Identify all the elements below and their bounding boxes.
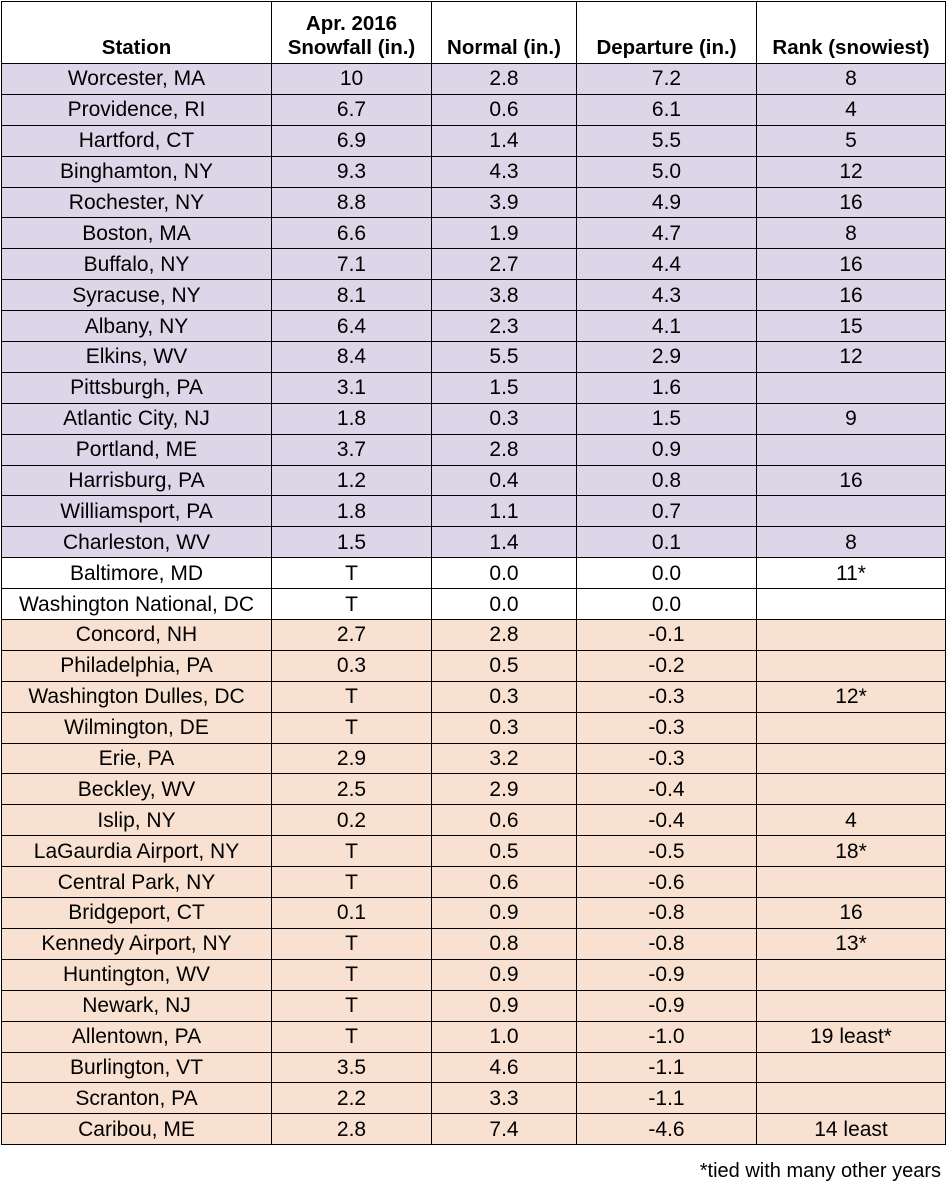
table-row xyxy=(2,187,946,218)
cell-snowfall: 6.4 xyxy=(272,311,432,342)
cell-snowfall: 3.5 xyxy=(272,1052,432,1083)
cell-snowfall: T xyxy=(272,990,432,1021)
cell-station: Hartford, CT xyxy=(2,125,272,156)
cell-rank xyxy=(757,867,946,898)
header-rank: Rank (snowiest) xyxy=(757,2,946,64)
cell-normal: 1.1 xyxy=(432,496,577,527)
cell-station: Providence, RI xyxy=(2,94,272,125)
cell-station: LaGaurdia Airport, NY xyxy=(2,836,272,867)
cell-snowfall: 1.2 xyxy=(272,465,432,496)
cell-rank xyxy=(757,372,946,403)
cell-station: Allentown, PA xyxy=(2,1021,272,1052)
cell-snowfall: 3.7 xyxy=(272,434,432,465)
cell-station: Bridgeport, CT xyxy=(2,898,272,929)
cell-departure: 5.0 xyxy=(577,156,757,187)
cell-station: Boston, MA xyxy=(2,218,272,249)
cell-snowfall: 8.4 xyxy=(272,342,432,373)
cell-departure: -0.1 xyxy=(577,620,757,651)
cell-rank: 14 least xyxy=(757,1114,946,1145)
cell-rank: 12* xyxy=(757,681,946,712)
table-row xyxy=(2,125,946,156)
cell-snowfall: T xyxy=(272,836,432,867)
cell-departure: 1.5 xyxy=(577,403,757,434)
cell-rank: 18* xyxy=(757,836,946,867)
cell-rank: 8 xyxy=(757,64,946,95)
cell-departure: -0.9 xyxy=(577,959,757,990)
table-row xyxy=(2,589,946,620)
cell-rank: 8 xyxy=(757,218,946,249)
cell-snowfall: 10 xyxy=(272,64,432,95)
cell-departure: 5.5 xyxy=(577,125,757,156)
cell-rank: 12 xyxy=(757,156,946,187)
cell-normal: 2.8 xyxy=(432,434,577,465)
cell-rank: 16 xyxy=(757,465,946,496)
cell-station: Washington Dulles, DC xyxy=(2,681,272,712)
cell-normal: 1.4 xyxy=(432,527,577,558)
table-row xyxy=(2,990,946,1021)
table-row xyxy=(2,1114,946,1145)
cell-snowfall: T xyxy=(272,589,432,620)
cell-normal: 2.8 xyxy=(432,620,577,651)
cell-station: Beckley, WV xyxy=(2,774,272,805)
cell-station: Wilmington, DE xyxy=(2,712,272,743)
cell-snowfall: 0.1 xyxy=(272,898,432,929)
cell-departure: 7.2 xyxy=(577,64,757,95)
table-row xyxy=(2,465,946,496)
cell-station: Syracuse, NY xyxy=(2,280,272,311)
table-row xyxy=(2,681,946,712)
cell-departure: 0.9 xyxy=(577,434,757,465)
table-row xyxy=(2,712,946,743)
cell-departure: 0.8 xyxy=(577,465,757,496)
cell-normal: 0.3 xyxy=(432,403,577,434)
cell-normal: 0.9 xyxy=(432,959,577,990)
table-row xyxy=(2,743,946,774)
table-row xyxy=(2,403,946,434)
cell-station: Portland, ME xyxy=(2,434,272,465)
cell-departure: 4.9 xyxy=(577,187,757,218)
cell-rank xyxy=(757,990,946,1021)
cell-station: Albany, NY xyxy=(2,311,272,342)
cell-station: Concord, NH xyxy=(2,620,272,651)
cell-normal: 0.5 xyxy=(432,836,577,867)
cell-snowfall: 0.3 xyxy=(272,650,432,681)
cell-normal: 2.7 xyxy=(432,249,577,280)
cell-rank: 15 xyxy=(757,311,946,342)
cell-normal: 0.6 xyxy=(432,94,577,125)
cell-normal: 3.3 xyxy=(432,1083,577,1114)
cell-station: Charleston, WV xyxy=(2,527,272,558)
cell-departure: 0.0 xyxy=(577,589,757,620)
cell-normal: 4.6 xyxy=(432,1052,577,1083)
cell-rank: 4 xyxy=(757,94,946,125)
cell-station: Atlantic City, NJ xyxy=(2,403,272,434)
table-row xyxy=(2,620,946,651)
cell-normal: 3.2 xyxy=(432,743,577,774)
table-row xyxy=(2,156,946,187)
cell-station: Washington National, DC xyxy=(2,589,272,620)
cell-rank xyxy=(757,589,946,620)
table-row xyxy=(2,218,946,249)
table-row xyxy=(2,527,946,558)
cell-normal: 2.8 xyxy=(432,64,577,95)
header-snowfall-line1: Apr. 2016 xyxy=(305,12,398,35)
cell-departure: 4.4 xyxy=(577,249,757,280)
cell-rank: 16 xyxy=(757,249,946,280)
cell-station: Newark, NJ xyxy=(2,990,272,1021)
cell-station: Huntington, WV xyxy=(2,959,272,990)
cell-station: Islip, NY xyxy=(2,805,272,836)
table-row xyxy=(2,311,946,342)
cell-snowfall: 2.7 xyxy=(272,620,432,651)
header-snowfall-line2: Snowfall (in.) xyxy=(287,36,416,59)
cell-departure: -0.2 xyxy=(577,650,757,681)
cell-normal: 0.3 xyxy=(432,712,577,743)
cell-snowfall: 7.1 xyxy=(272,249,432,280)
cell-rank: 9 xyxy=(757,403,946,434)
cell-rank: 8 xyxy=(757,527,946,558)
cell-departure: -0.5 xyxy=(577,836,757,867)
cell-normal: 0.6 xyxy=(432,805,577,836)
cell-station: Elkins, WV xyxy=(2,342,272,373)
cell-departure: 4.7 xyxy=(577,218,757,249)
cell-normal: 2.9 xyxy=(432,774,577,805)
table-row xyxy=(2,867,946,898)
cell-rank xyxy=(757,496,946,527)
cell-departure: 4.3 xyxy=(577,280,757,311)
cell-normal: 0.9 xyxy=(432,990,577,1021)
header-station: Station xyxy=(2,2,272,64)
cell-snowfall: T xyxy=(272,558,432,589)
table-body xyxy=(2,64,946,1145)
cell-departure: 4.1 xyxy=(577,311,757,342)
header-departure: Departure (in.) xyxy=(577,2,757,64)
cell-station: Kennedy Airport, NY xyxy=(2,928,272,959)
cell-rank: 19 least* xyxy=(757,1021,946,1052)
cell-departure: 0.0 xyxy=(577,558,757,589)
cell-snowfall: 8.8 xyxy=(272,187,432,218)
cell-snowfall: 3.1 xyxy=(272,372,432,403)
cell-station: Scranton, PA xyxy=(2,1083,272,1114)
cell-snowfall: 6.6 xyxy=(272,218,432,249)
cell-departure: -0.3 xyxy=(577,681,757,712)
cell-rank xyxy=(757,620,946,651)
cell-snowfall: 2.5 xyxy=(272,774,432,805)
cell-rank xyxy=(757,712,946,743)
table-row xyxy=(2,342,946,373)
cell-rank xyxy=(757,650,946,681)
cell-station: Central Park, NY xyxy=(2,867,272,898)
cell-snowfall: T xyxy=(272,712,432,743)
table-row xyxy=(2,928,946,959)
cell-snowfall: 6.7 xyxy=(272,94,432,125)
snowfall-table xyxy=(1,1,946,1145)
table-row xyxy=(2,1083,946,1114)
cell-normal: 0.0 xyxy=(432,589,577,620)
cell-snowfall: T xyxy=(272,928,432,959)
cell-rank: 16 xyxy=(757,187,946,218)
table-row xyxy=(2,280,946,311)
cell-rank xyxy=(757,743,946,774)
cell-station: Harrisburg, PA xyxy=(2,465,272,496)
cell-departure: -1.0 xyxy=(577,1021,757,1052)
cell-snowfall: 2.9 xyxy=(272,743,432,774)
cell-snowfall: 1.8 xyxy=(272,403,432,434)
header-normal: Normal (in.) xyxy=(432,2,577,64)
cell-normal: 0.5 xyxy=(432,650,577,681)
table-row xyxy=(2,434,946,465)
cell-station: Pittsburgh, PA xyxy=(2,372,272,403)
cell-station: Rochester, NY xyxy=(2,187,272,218)
cell-departure: 2.9 xyxy=(577,342,757,373)
table-row xyxy=(2,898,946,929)
cell-departure: -0.8 xyxy=(577,898,757,929)
table-header xyxy=(2,2,946,64)
cell-rank: 5 xyxy=(757,125,946,156)
cell-snowfall: T xyxy=(272,681,432,712)
cell-snowfall: 0.2 xyxy=(272,805,432,836)
cell-departure: -0.3 xyxy=(577,743,757,774)
cell-departure: -1.1 xyxy=(577,1052,757,1083)
cell-normal: 1.4 xyxy=(432,125,577,156)
cell-departure: -0.4 xyxy=(577,774,757,805)
cell-snowfall: 1.8 xyxy=(272,496,432,527)
table-row xyxy=(2,372,946,403)
cell-station: Philadelphia, PA xyxy=(2,650,272,681)
cell-normal: 7.4 xyxy=(432,1114,577,1145)
cell-rank xyxy=(757,959,946,990)
cell-normal: 1.9 xyxy=(432,218,577,249)
cell-rank: 16 xyxy=(757,280,946,311)
cell-normal: 3.9 xyxy=(432,187,577,218)
cell-departure: 0.1 xyxy=(577,527,757,558)
cell-departure: 0.7 xyxy=(577,496,757,527)
cell-station: Caribou, ME xyxy=(2,1114,272,1145)
cell-rank xyxy=(757,434,946,465)
cell-departure: -1.1 xyxy=(577,1083,757,1114)
table-row xyxy=(2,774,946,805)
cell-snowfall: T xyxy=(272,959,432,990)
cell-departure: -0.3 xyxy=(577,712,757,743)
table-row xyxy=(2,805,946,836)
cell-rank: 12 xyxy=(757,342,946,373)
table-row xyxy=(2,249,946,280)
cell-normal: 0.4 xyxy=(432,465,577,496)
header-snowfall xyxy=(272,2,432,64)
cell-station: Erie, PA xyxy=(2,743,272,774)
footnote: *tied with many other years xyxy=(699,1160,941,1182)
cell-normal: 0.8 xyxy=(432,928,577,959)
cell-departure: -0.9 xyxy=(577,990,757,1021)
cell-normal: 1.5 xyxy=(432,372,577,403)
cell-snowfall: 8.1 xyxy=(272,280,432,311)
cell-station: Buffalo, NY xyxy=(2,249,272,280)
table-row xyxy=(2,836,946,867)
cell-station: Burlington, VT xyxy=(2,1052,272,1083)
cell-snowfall: T xyxy=(272,867,432,898)
cell-departure: -0.8 xyxy=(577,928,757,959)
cell-departure: -4.6 xyxy=(577,1114,757,1145)
cell-normal: 4.3 xyxy=(432,156,577,187)
cell-normal: 5.5 xyxy=(432,342,577,373)
cell-snowfall: 6.9 xyxy=(272,125,432,156)
cell-departure: -0.4 xyxy=(577,805,757,836)
cell-station: Baltimore, MD xyxy=(2,558,272,589)
cell-normal: 3.8 xyxy=(432,280,577,311)
cell-rank xyxy=(757,1052,946,1083)
cell-rank: 16 xyxy=(757,898,946,929)
cell-rank: 13* xyxy=(757,928,946,959)
cell-rank xyxy=(757,774,946,805)
cell-station: Binghamton, NY xyxy=(2,156,272,187)
cell-rank: 4 xyxy=(757,805,946,836)
cell-normal: 0.0 xyxy=(432,558,577,589)
cell-departure: 1.6 xyxy=(577,372,757,403)
cell-normal: 1.0 xyxy=(432,1021,577,1052)
cell-normal: 2.3 xyxy=(432,311,577,342)
table-row xyxy=(2,496,946,527)
cell-station: Worcester, MA xyxy=(2,64,272,95)
cell-snowfall: T xyxy=(272,1021,432,1052)
table-row xyxy=(2,1021,946,1052)
cell-departure: 6.1 xyxy=(577,94,757,125)
cell-snowfall: 2.2 xyxy=(272,1083,432,1114)
cell-snowfall: 9.3 xyxy=(272,156,432,187)
cell-rank: 11* xyxy=(757,558,946,589)
table-row xyxy=(2,94,946,125)
cell-normal: 0.3 xyxy=(432,681,577,712)
table-row xyxy=(2,558,946,589)
table-row xyxy=(2,650,946,681)
cell-departure: -0.6 xyxy=(577,867,757,898)
table-row xyxy=(2,64,946,95)
table-row xyxy=(2,1052,946,1083)
cell-rank xyxy=(757,1083,946,1114)
cell-snowfall: 2.8 xyxy=(272,1114,432,1145)
cell-station: Williamsport, PA xyxy=(2,496,272,527)
table-row xyxy=(2,959,946,990)
header-row xyxy=(2,2,946,64)
cell-normal: 0.6 xyxy=(432,867,577,898)
cell-normal: 0.9 xyxy=(432,898,577,929)
cell-snowfall: 1.5 xyxy=(272,527,432,558)
